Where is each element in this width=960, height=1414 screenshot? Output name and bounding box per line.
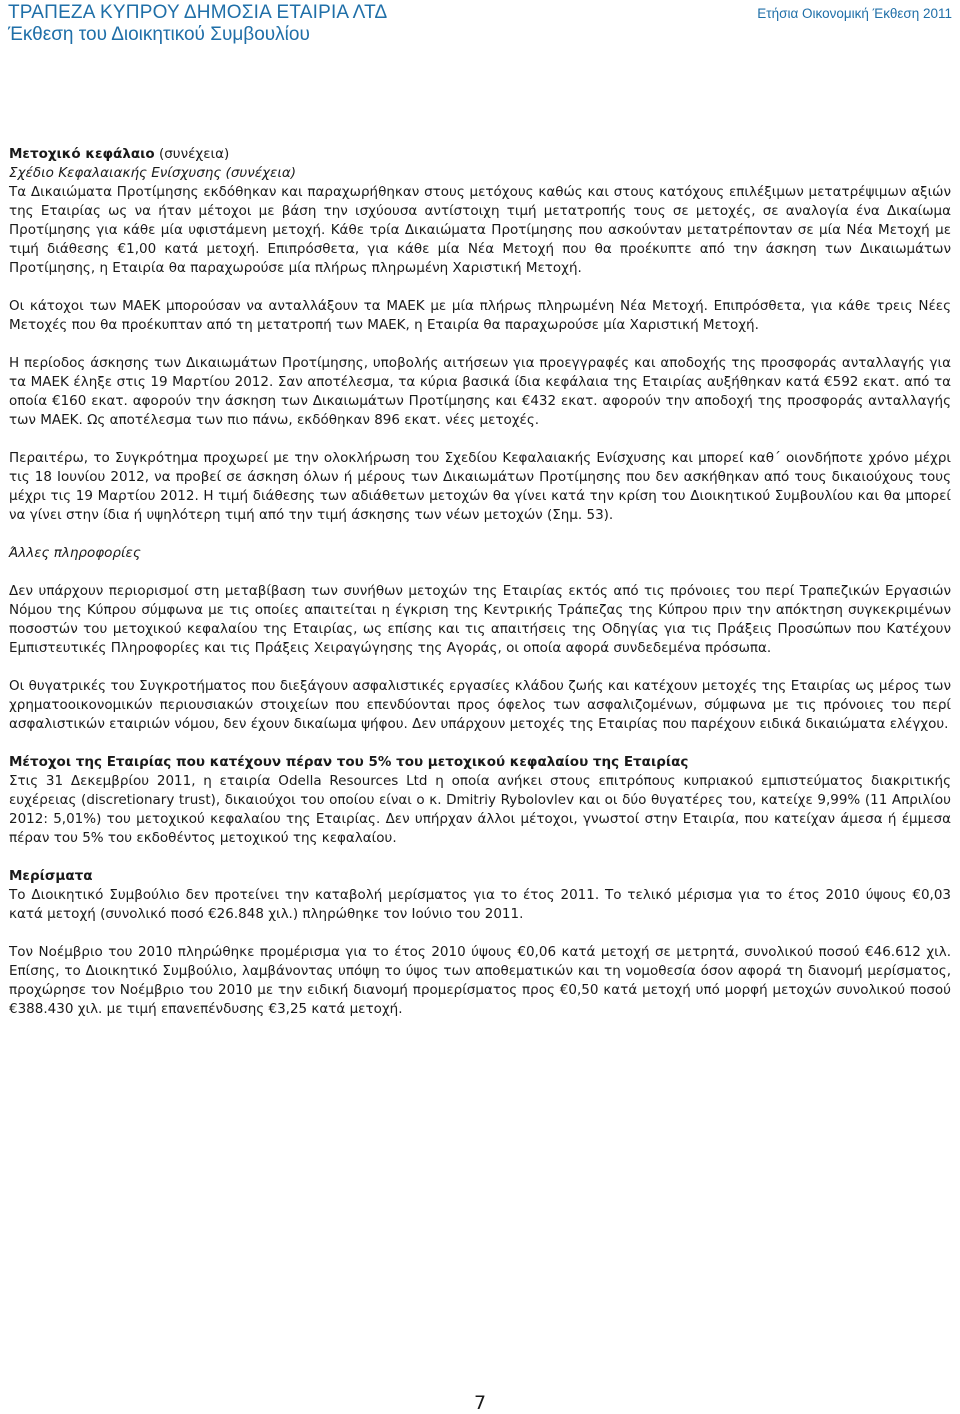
report-section-title: Έκθεση του Διοικητικού Συμβουλίου — [8, 24, 310, 45]
page-header — [0, 0, 960, 50]
section-heading-share-capital — [9, 145, 951, 164]
section-heading-major-holders: Μέτοχοι της Εταιρίας που κατέχουν πέραν του 5% του μετοχικού κεφαλαίου της Εταιρίας — [9, 754, 689, 770]
paragraph-maek-exchange: Οι κάτοχοι των ΜΑΕΚ μπορούσαν να ανταλλάξουν τα ΜΑΕΚ με μία πλήρως πληρωμένη Νέα Μετοχή. Επιπρόσθετα, για κάθε τρεις Νέες Μετοχές που θα προέκυπταν από τη μετατροπή των ΜΑΕΚ, η Εταιρία θα παραχωρούσε μία Χαριστική Μετοχή. — [9, 298, 951, 333]
company-name: ΤΡΑΠΕΖΑ ΚΥΠΡΟΥ ΔΗΜΟΣΙΑ ΕΤΑΙΡΙΑ ΛΤΔ — [8, 2, 388, 23]
share-capital-heading: Μετοχικό κεφάλαιο — [9, 146, 155, 162]
paragraph-insurance-subsidiaries: Οι θυγατρικές του Συγκροτήματος που διεξάγουν ασφαλιστικές εργασίες κλάδου ζωής και κατέχουν μετοχές της Εταιρίας ως μέρος των χρηματοοικονομικών περιουσιακών στοιχείων που επενδύονται προς όφελος των ασφαλιζομένων, σύμφωνα με τις πρόνοιες του περί ασφαλιστικών εταιριών νόμου, δεν έχουν δικαίωμα ψήφου. Δεν υπάρχουν μετοχές της Εταιρίας που παρέχουν ειδικά δικαιώματα ελέγχου. — [9, 678, 951, 732]
page-number: 7 — [473, 1392, 487, 1414]
subheading-other-info: Άλλες πληροφορίες — [9, 545, 141, 561]
section-heading-dividends: Μερίσματα — [9, 868, 93, 884]
paragraph-exercise-period: Η περίοδος άσκησης των Δικαιωμάτων Προτίμησης, υποβολής αιτήσεων για προεγγραφές και αποδοχής της προσφοράς ανταλλαγής για τα ΜΑΕΚ έληξε στις 19 Μαρτίου 2012. Σαν αποτέλεσμα, τα κύρια βασικά ίδια κεφάλαια της Εταιρίας αυξήθηκαν κατά €592 εκατ. από τα οποία €160 εκατ. αφορούν την άσκηση των Δικαιωμάτων Προτίμησης και €432 εκατ. αφορούν την αποδοχή της προσφοράς ανταλλαγής των ΜΑΕΚ. Ως αποτέλεσμα των πιο πάνω, εκδόθηκαν 896 εκατ. νέες μετοχές. — [9, 355, 951, 428]
heading-continued: (συνέχεια) — [154, 146, 230, 162]
report-title: Ετήσια Οικονομική Έκθεση 2011 — [757, 6, 952, 21]
paragraph-dividends-2010: Τον Νοέμβριο του 2010 πληρώθηκε προμέρισμα για το έτος 2010 ύψους €0,06 κατά μετοχή σε μετρητά, συνολικού ποσού €46.612 χιλ. Επίσης, το Διοικητικό Συμβούλιο, λαμβάνοντας υπόψη το ύψος των αποθεματικών και τη νομοθεσία όσον αφορά τη διανομή μερίσματος, προχώρησε τον Νοέμβριο του 2010 με την ειδική διανομή προμερίσματος προς €0,50 κατά μετοχή υπό μορφή μετοχών συνολικού ποσού €388.430 χιλ. με τιμή επανεπένδυσης €3,25 κατά μετοχή. — [9, 944, 951, 1017]
paragraph-major-holders: Στις 31 Δεκεμβρίου 2011, η εταιρία Odella Resources Ltd η οποία ανήκει στους επιτρόπους κυπριακού εμπιστεύματος διακριτικής ευχέρειας (discretionary trust), δικαιούχοι του οποίου είναι ο κ. Dmitriy Rybolovlev και οι δύο θυγατέρες του, κατείχε 9,99% (11 Απριλίου 2012: 5,01%) του μετοχικού κεφαλαίου της Εταιρίας. Δεν υπήρχαν άλλοι μέτοχοι, γνωστοί στην Εταιρία, που κατείχαν άμεσα ή έμμεσα πέραν του 5% του εκδοθέντος μετοχικού της κεφαλαίου. — [9, 773, 951, 846]
paragraph-rights-issue: Τα Δικαιώματα Προτίμησης εκδόθηκαν και παραχωρήθηκαν στους μετόχους καθώς και στους κατόχους επιλέξιμων μετατρέψιμων αξιών της Εταιρίας ως να ήταν μέτοχοι με βάση την ισχύουσα αντίστοιχη τιμή μετατροπής τους σε μετοχές, σε αναλογία ένα Δικαίωμα Προτίμησης για κάθε μία υφιστάμενη μετοχή. Κάθε τρία Δικαιώματα Προτίμησης που ασκούνταν μετατρέπονταν σε μία Νέα Μετοχή με τιμή διάθεσης €1,00 κατά μετοχή. Επιπρόσθετα, για κάθε μία Νέα Μετοχή που θα προέκυπτε από την άσκηση των Δικαιωμάτων Προτίμησης, η Εταιρία θα παραχωρούσε μία πλήρως πληρωμένη Χαριστική Μετοχή. — [9, 184, 951, 276]
paragraph-completion: Περαιτέρω, το Συγκρότημα προχωρεί με την ολοκλήρωση του Σχεδίου Κεφαλαιακής Ενίσχυσης και μπορεί καθ΄ οιονδήποτε χρόνο μέχρι τις 18 Ιουνίου 2012, να προβεί σε άσκηση όλων ή μέρους των Δικαιωμάτων Προτίμησης που δεν ασκήθηκαν από τους δικαιούχους τους μέχρι τις 19 Μαρτίου 2012. Η τιμή διάθεσης των αδιάθετων μετοχών θα γίνει κατά την κρίση του Διοικητικού Συμβουλίου και θα μπορεί να γίνει στην ίδια ή υψηλότερη τιμή από την τιμή άσκησης των νέων μετοχών (Σημ. 53). — [9, 450, 951, 523]
paragraph-transfer-restrictions: Δεν υπάρχουν περιορισμοί στη μεταβίβαση των συνήθων μετοχών της Εταιρίας εκτός από τις πρόνοιες του περί Τραπεζικών Εργασιών Νόμου της Κύπρου σύμφωνα με τις οποίες απαιτείται η έγκριση της Κεντρικής Τράπεζας της Κύπρου πριν την απόκτηση συγκεκριμένων ποσοστών του μετοχικού κεφαλαίου της Εταιρίας, ως επίσης και τις απαιτήσεις της Οδηγίας για τις Πράξεις Προσώπων που Κατέχουν Εμπιστευτικές Πληροφορίες και τις Πράξεις Χειραγώγησης της Αγοράς, οι οποία αφορά συνδεδεμένα πρόσωπα. — [9, 583, 951, 656]
paragraph-dividends-2011: Το Διοικητικό Συμβούλιο δεν προτείνει την καταβολή μερίσματος για το έτος 2011. Το τελικό μέρισμα για το έτος 2010 ύψους €0,03 κατά μετοχή (συνολικό ποσό €26.848 χιλ.) πληρώθηκε τον Ιούνιο του 2011. — [9, 887, 951, 922]
document-body — [9, 145, 951, 1019]
subheading-capital-plan: Σχέδιο Κεφαλαιακής Ενίσχυσης (συνέχεια) — [9, 165, 297, 181]
